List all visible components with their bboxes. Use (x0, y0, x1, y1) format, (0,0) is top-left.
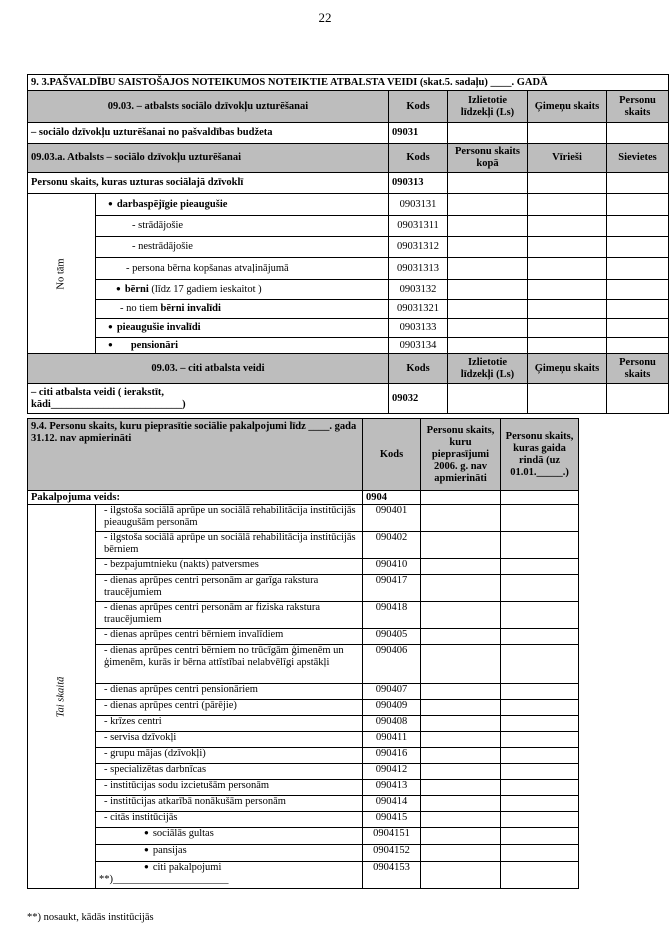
header3-col3: Personu skaits (607, 354, 669, 384)
cell[interactable] (448, 237, 528, 258)
cell[interactable] (501, 559, 579, 575)
header1-col2: Ģimeņu skaits (528, 91, 607, 123)
cell[interactable] (607, 384, 669, 414)
row-other-code: 09032 (389, 384, 448, 414)
cell[interactable] (421, 629, 501, 645)
cell[interactable] (421, 862, 501, 889)
row-code: 090418 (363, 602, 421, 629)
row-service-type-code: 0904 (363, 491, 421, 505)
cell[interactable] (448, 123, 528, 144)
header1-kods: Kods (389, 91, 448, 123)
row-code: 09031312 (389, 237, 448, 258)
cell[interactable] (607, 216, 669, 237)
row-label: - ilgstoša sociālā aprūpe un sociālā rehabilitācija institūcijās bērniem (96, 532, 363, 559)
row-label: ● pansijas (96, 845, 363, 862)
header1-col1: Izlietotie līdzekļi (Ls) (448, 91, 528, 123)
cell[interactable] (448, 384, 528, 414)
row-persons-label: Personu skaits, kuras uzturas sociālajā dzīvoklī (28, 173, 389, 194)
row-label: - krīzes centri (96, 716, 363, 732)
row-code: 090409 (363, 700, 421, 716)
cell[interactable] (528, 173, 607, 194)
cell[interactable] (501, 629, 579, 645)
cell[interactable] (421, 505, 501, 532)
row-label: - persona bērna kopšanas atvaļinājumā (96, 258, 389, 280)
table-support-types (27, 74, 669, 414)
row-label: - institūcijas atkarībā nonākušām personām (96, 796, 363, 812)
row-label: - dienas aprūpes centri personām ar garīga rakstura traucējumiem (96, 575, 363, 602)
cell[interactable] (607, 237, 669, 258)
row-label: - dienas aprūpes centri personām ar fiziska rakstura traucējumiem (96, 602, 363, 629)
row-code: 09031311 (389, 216, 448, 237)
row-code: 0904153 (363, 862, 421, 889)
row-persons-code: 090313 (389, 173, 448, 194)
row-code: 090406 (363, 645, 421, 684)
row-label: - nestrādājošie (96, 237, 389, 258)
row-budget-label: – sociālo dzīvokļu uzturēšanai no pašvaldības budžeta (28, 123, 389, 144)
cell[interactable] (501, 602, 579, 629)
row-label: ● bērni (līdz 17 gadiem ieskaitot ) (96, 280, 389, 300)
cell[interactable] (448, 338, 528, 354)
row-code: 090411 (363, 732, 421, 748)
row-code: 090401 (363, 505, 421, 532)
row-code: 09031313 (389, 258, 448, 280)
row-code: 090412 (363, 764, 421, 780)
cell[interactable] (501, 780, 579, 796)
cell[interactable] (528, 216, 607, 237)
cell[interactable] (448, 280, 528, 300)
table-unmet-services (27, 418, 579, 889)
row-label: ● citi pakalpojumi **)______________________ (96, 862, 363, 889)
cell[interactable] (528, 258, 607, 280)
header3-col2: Ģimeņu skaits (528, 354, 607, 384)
cell[interactable] (421, 748, 501, 764)
cell[interactable] (501, 748, 579, 764)
row-label: - specializētas darbnīcas (96, 764, 363, 780)
row-label: - dienas aprūpes centri (pārējie) (96, 700, 363, 716)
row-code: 090415 (363, 812, 421, 828)
row-label: - bezpajumtnieku (nakts) patversmes (96, 559, 363, 575)
row-label: - grupu mājas (dzīvokļi) (96, 748, 363, 764)
cell[interactable] (421, 845, 501, 862)
row-label: - ilgstoša sociālā aprūpe un sociālā rehabilitācija institūcijās pieaugušām personām (96, 505, 363, 532)
row-label: ● sociālās gultas (96, 828, 363, 845)
cell[interactable] (607, 319, 669, 338)
row-code: 090417 (363, 575, 421, 602)
cell[interactable] (528, 300, 607, 319)
header2-kods: Kods (389, 144, 448, 173)
header2-col3: Sievietes (607, 144, 669, 173)
cell[interactable] (501, 796, 579, 812)
table2-col2: Personu skaits, kuras gaida rindā (uz 01.01._____.) (501, 419, 579, 491)
cell[interactable] (421, 532, 501, 559)
row-code: 090405 (363, 629, 421, 645)
row-code: 090407 (363, 684, 421, 700)
cell[interactable] (528, 384, 607, 414)
row-budget-code: 09031 (389, 123, 448, 144)
row-label: - strādājošie (96, 216, 389, 237)
row-code: 0904151 (363, 828, 421, 845)
cell[interactable] (501, 812, 579, 828)
row-label: - dienas aprūpes centri pensionāriem (96, 684, 363, 700)
cell[interactable] (528, 280, 607, 300)
cell[interactable] (501, 645, 579, 684)
cell[interactable] (607, 194, 669, 216)
cell[interactable] (501, 716, 579, 732)
cell[interactable] (607, 300, 669, 319)
row-label: ● pieaugušie invalīdi (96, 319, 389, 338)
cell[interactable] (448, 194, 528, 216)
row-label: - citās institūcijās (96, 812, 363, 828)
cell[interactable] (501, 862, 579, 889)
row-code: 0903133 (389, 319, 448, 338)
row-code: 090413 (363, 780, 421, 796)
cell[interactable] (448, 300, 528, 319)
row-code: 090416 (363, 748, 421, 764)
cell[interactable] (421, 828, 501, 845)
table2-title: 9.4. Personu skaits, kuru pieprasītie sociālie pakalpojumi līdz ____. gada 31.12. nav apmierināti (28, 419, 363, 491)
cell[interactable] (501, 491, 579, 505)
row-code: 0904152 (363, 845, 421, 862)
cell[interactable] (528, 338, 607, 354)
side-label-no-tam: No tām (28, 194, 96, 354)
cell[interactable] (448, 258, 528, 280)
table2-kods: Kods (363, 419, 421, 491)
page-number: 22 (318, 10, 332, 25)
cell[interactable] (421, 575, 501, 602)
table2-col1: Personu skaits, kuru pieprasījumi 2006. g. nav apmierināti (421, 419, 501, 491)
header3-col1: Izlietotie līdzekļi (Ls) (448, 354, 528, 384)
cell[interactable] (448, 173, 528, 194)
row-code: 0903134 (389, 338, 448, 354)
cell[interactable] (501, 764, 579, 780)
header2-col1: Personu skaits kopā (448, 144, 528, 173)
table1-title: 9. 3.PAŠVALDĪBU SAISTOŠAJOS NOTEIKUMOS NOTEIKTIE ATBALSTA VEIDI (skat.5. sadaļu) ____. GADĀ (28, 75, 669, 91)
row-code: 0903131 (389, 194, 448, 216)
row-code: 090408 (363, 716, 421, 732)
cell[interactable] (501, 845, 579, 862)
header1-col3: Personu skaits (607, 91, 669, 123)
row-label: ● darbaspējīgie pieaugušie (96, 194, 389, 216)
cell[interactable] (421, 684, 501, 700)
cell[interactable] (607, 173, 669, 194)
row-code: 090414 (363, 796, 421, 812)
footnote: **) nosaukt, kādās institūcijās (27, 912, 154, 923)
cell[interactable] (421, 780, 501, 796)
cell[interactable] (421, 716, 501, 732)
cell[interactable] (448, 319, 528, 338)
row-code: 090410 (363, 559, 421, 575)
header1-label: 09.03. – atbalsts sociālo dzīvokļu uzturēšanai (28, 91, 389, 123)
row-other-label: – citi atbalsta veidi ( ierakstīt, kādi_________________________) (28, 384, 389, 414)
cell[interactable] (607, 258, 669, 280)
header3-label: 09.03. – citi atbalsta veidi (28, 354, 389, 384)
row-label: - dienas aprūpes centri bērniem invalīdiem (96, 629, 363, 645)
cell[interactable] (607, 123, 669, 144)
cell[interactable] (607, 280, 669, 300)
cell[interactable] (528, 319, 607, 338)
cell[interactable] (501, 828, 579, 845)
row-label: - servisa dzīvokļi (96, 732, 363, 748)
row-label: - no tiem bērni invalīdi (96, 300, 389, 319)
cell[interactable] (421, 796, 501, 812)
header3-kods: Kods (389, 354, 448, 384)
cell[interactable] (421, 812, 501, 828)
cell[interactable] (501, 732, 579, 748)
cell[interactable] (528, 123, 607, 144)
side-label-tai-skaita: Tai skaitā (28, 505, 96, 889)
row-service-type-label: Pakalpojuma veids: (28, 491, 363, 505)
cell[interactable] (528, 194, 607, 216)
cell[interactable] (421, 491, 501, 505)
header2-col2: Vīrieši (528, 144, 607, 173)
cell[interactable] (607, 338, 669, 354)
cell[interactable] (501, 505, 579, 532)
row-code: 09031321 (389, 300, 448, 319)
cell[interactable] (528, 237, 607, 258)
cell[interactable] (501, 532, 579, 559)
header2-label: 09.03.a. Atbalsts – sociālo dzīvokļu uzturēšanai (28, 144, 389, 173)
cell[interactable] (421, 559, 501, 575)
row-label: - institūcijas sodu izcietušām personām (96, 780, 363, 796)
row-code: 090402 (363, 532, 421, 559)
row-label: - dienas aprūpes centri bērniem no trūcīgām ģimenēm un ģimenēm, kurās ir bērna attīstībai nelabvēlīgi apstākļi (96, 645, 363, 684)
cell[interactable] (501, 575, 579, 602)
cell[interactable] (421, 645, 501, 684)
cell[interactable] (421, 764, 501, 780)
row-code: 0903132 (389, 280, 448, 300)
cell[interactable] (448, 216, 528, 237)
cell[interactable] (501, 700, 579, 716)
cell[interactable] (421, 700, 501, 716)
row-label: ● pensionāri (96, 338, 389, 354)
cell[interactable] (421, 602, 501, 629)
cell[interactable] (501, 684, 579, 700)
cell[interactable] (421, 732, 501, 748)
